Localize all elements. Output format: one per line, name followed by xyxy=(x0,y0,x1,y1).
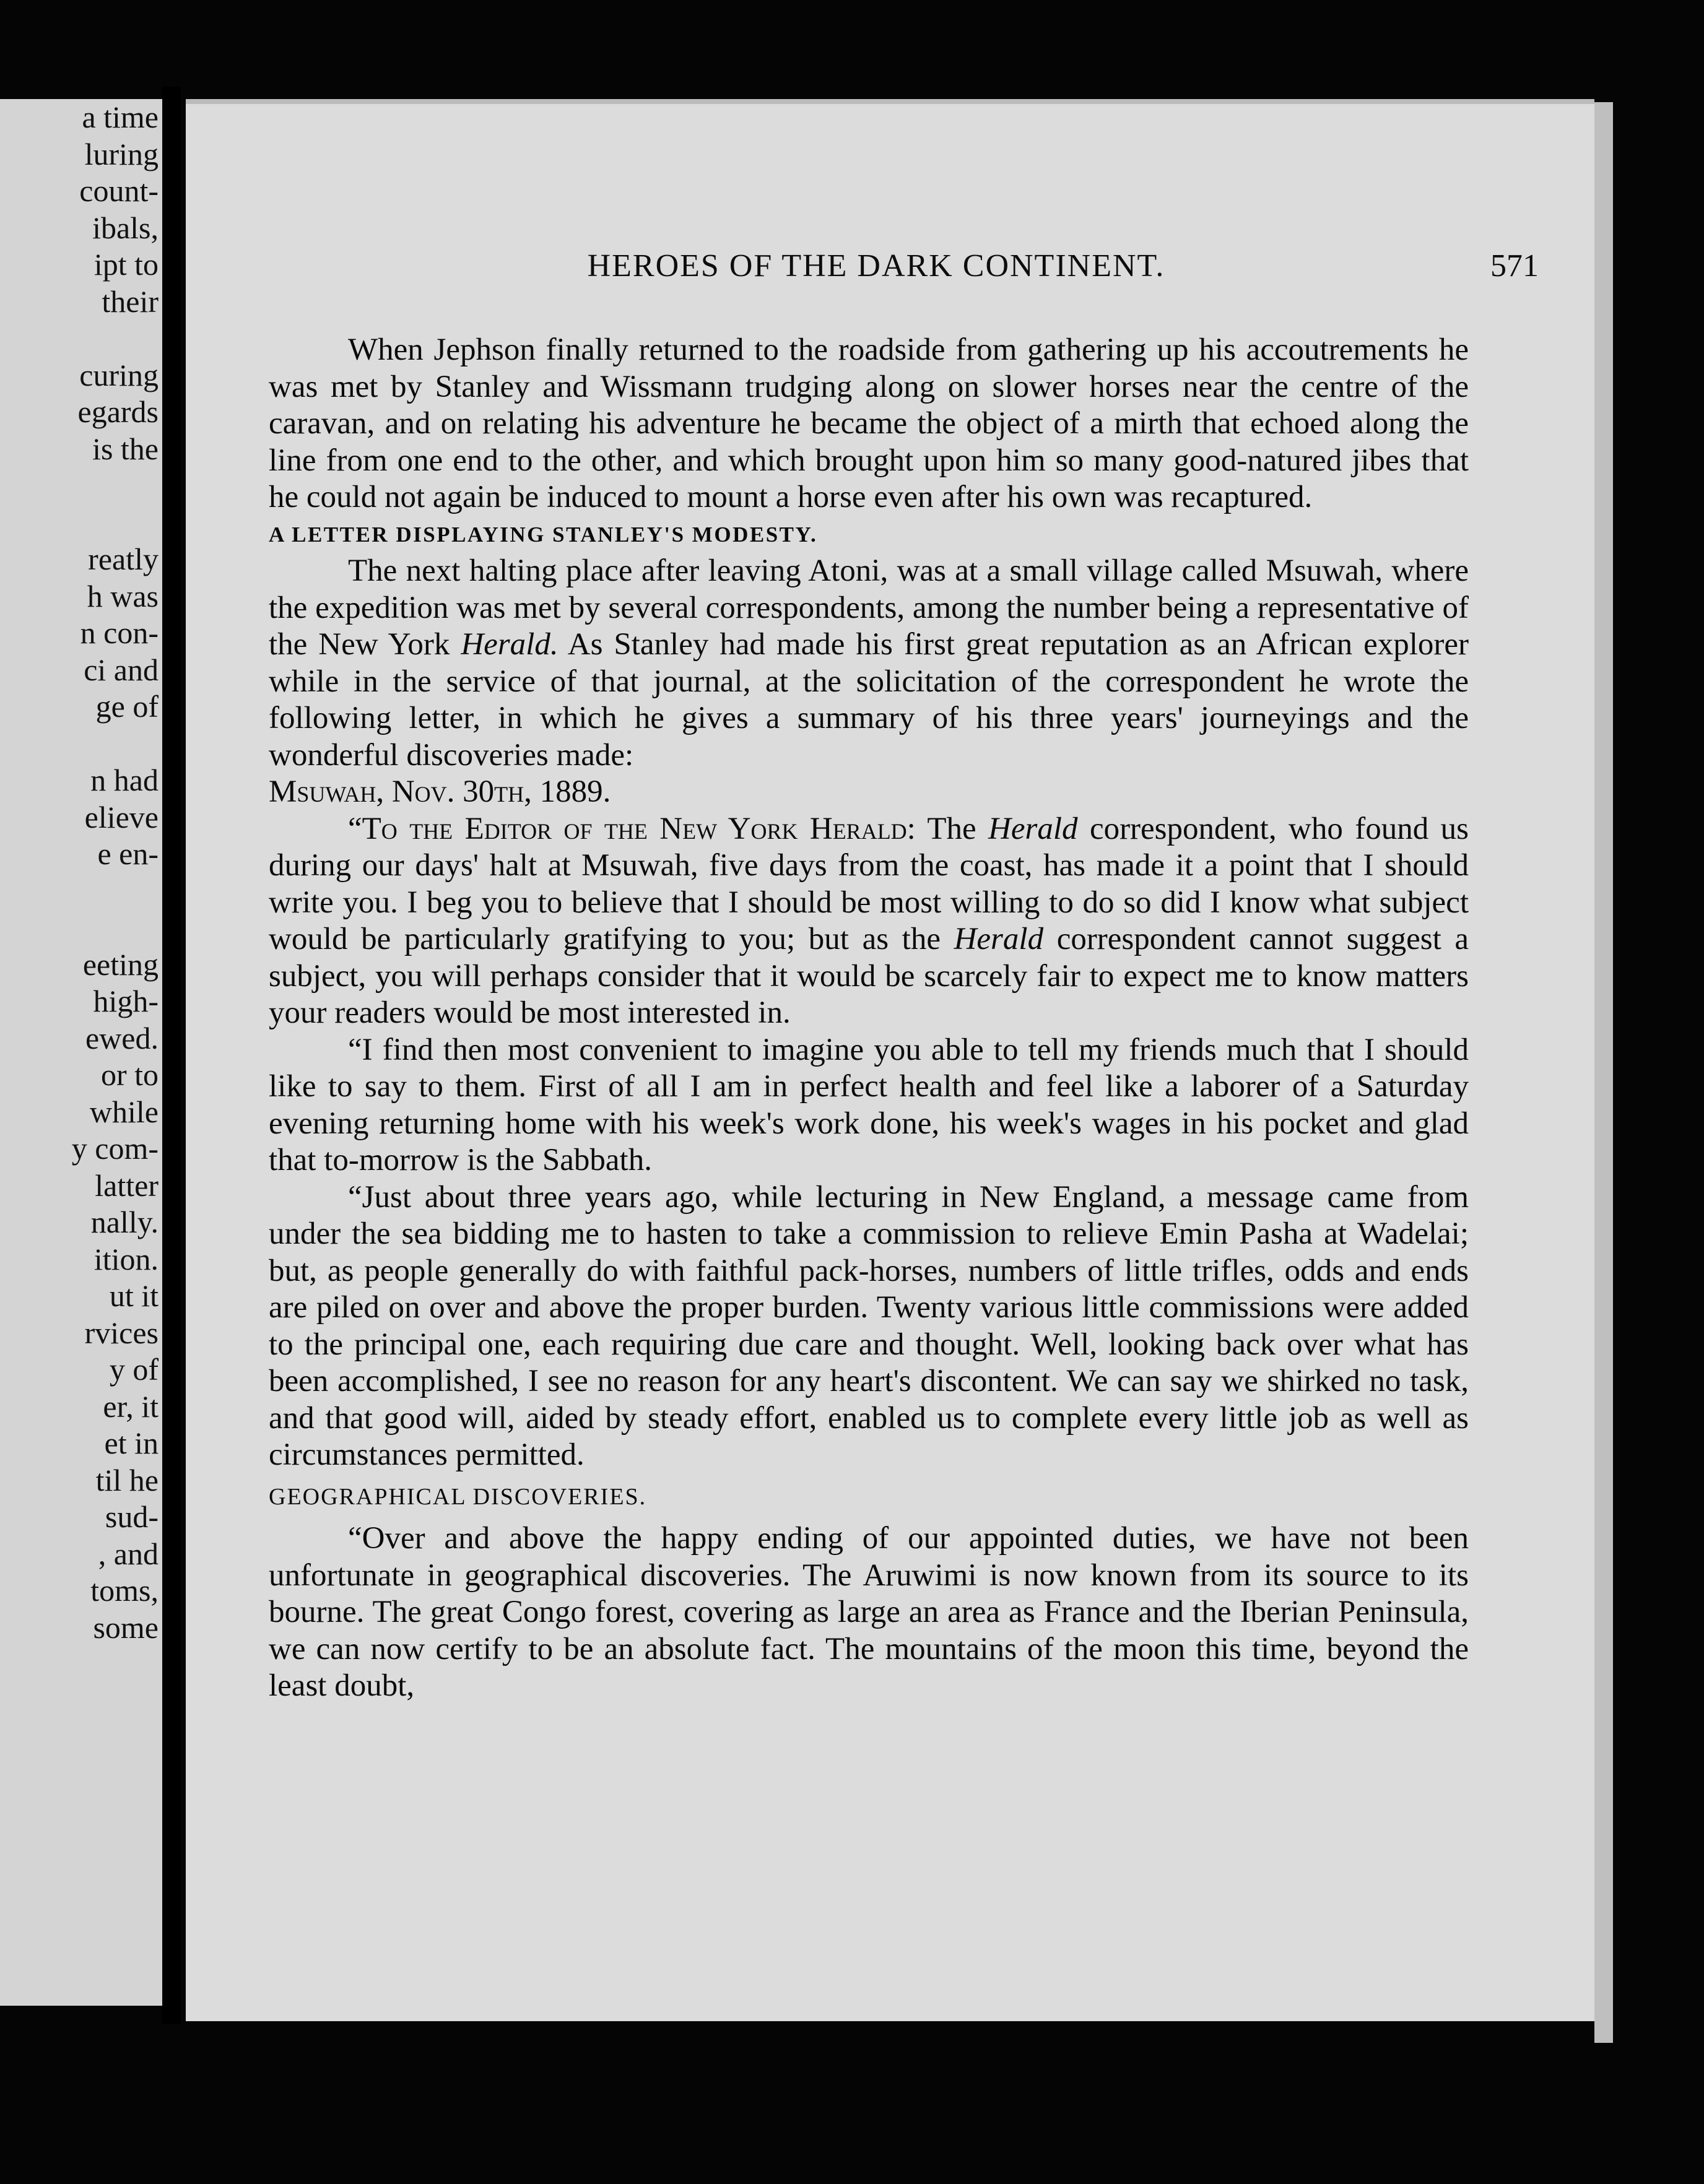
herald-italic: Herald xyxy=(988,811,1078,846)
paragraph-jephson: When Jephson finally returned to the roadside from gathering up his accoutrements he was met by Stanley and Wissmann trudging along on slower horses near the centre of the caravan, and on relating his adventure he became the object of a mirth that echoed along the line from one end to the other, and which brought upon him so many good-natured jibes that he could not again be induced to mount a horse even after his own was recaptured. xyxy=(269,332,1469,514)
facing-page-line: curing xyxy=(79,357,159,392)
facing-page-line: latter xyxy=(95,1168,159,1203)
letter-dateline: Msuwah, Nov. 30th, 1889. xyxy=(269,774,611,809)
facing-page-line: reatly xyxy=(88,542,159,576)
facing-page-line: some xyxy=(93,1610,159,1645)
book-page xyxy=(186,99,1594,2021)
body-text xyxy=(269,332,1469,1705)
facing-page-line: egards xyxy=(77,394,159,429)
facing-page-text xyxy=(0,99,162,1646)
facing-page-line: elieve xyxy=(84,799,159,834)
facing-page-line: ition. xyxy=(93,1241,159,1276)
facing-page-line: nally. xyxy=(90,1205,159,1239)
paragraph-text: As Stanley had made his first great reputation as an African explorer while in the service of that journal, at the solicitation of the correspondent he wrote the following letter, in which he gives a summary of his three years' journeyings and the wonderful discoveries made: xyxy=(269,627,1469,773)
facing-page-line xyxy=(0,467,162,505)
facing-page-line: ci and xyxy=(84,652,159,687)
page-edge xyxy=(1594,102,1613,2043)
facing-page-line: ewed. xyxy=(85,1020,159,1055)
facing-page-line xyxy=(0,873,162,910)
facing-page-line: or to xyxy=(100,1057,159,1092)
facing-page-line xyxy=(0,909,162,947)
facing-page-line: et in xyxy=(104,1426,159,1460)
salutation: “To the Editor of the New York Herald: xyxy=(348,811,916,846)
herald-italic: Herald. xyxy=(461,627,559,662)
paragraph-text: The next halting place after leaving Atoni, was at a small village called Msuwah, where the expedition was met by several correspondents, among the number being a representative of the New York xyxy=(269,553,1469,662)
facing-page-line: ipt to xyxy=(93,247,159,282)
facing-page-line: is the xyxy=(92,431,159,466)
facing-page-line: til he xyxy=(95,1462,159,1497)
paragraph-halting-place xyxy=(269,553,1469,774)
paragraph-three-years: “Just about three years ago, while lecturing in New England, a message came from under the sea bidding me to hasten to take a commission to relieve Emin Pasha at Wadelai; but, as people generally do with faithful pack-horses, numbers of little trifles, odds and ends are piled on over and above the proper burden. Twenty various little commissions were added to the principal one, each requiring due care and thought. Well, looking back over what has been accomplished, I see no reason for any heart's discontent. We can say we shirked no task, and that good will, aided by steady effort, enabled us to complete every little job as well as circumstances permitted. xyxy=(269,1179,1469,1472)
facing-page-line: ibals, xyxy=(92,210,159,245)
section-heading-geography: GEOGRAPHICAL DISCOVERIES. xyxy=(269,1483,647,1510)
facing-page-line: ut it xyxy=(109,1278,159,1313)
facing-page-line: luring xyxy=(84,136,159,171)
facing-page-line xyxy=(0,505,162,542)
facing-page-line: er, it xyxy=(103,1389,159,1424)
paragraph-text: correspondent cannot suggest a subject, you will perhaps consider that it would be scarcely fair to expect me to know matters your readers would be most interested in. xyxy=(269,922,1469,1030)
section-heading-letter: A LETTER DISPLAYING STANLEY'S MODESTY. xyxy=(269,522,818,547)
facing-page-line: eeting xyxy=(82,947,159,982)
facing-page-line: n had xyxy=(90,763,159,797)
facing-page-line: high- xyxy=(93,984,159,1018)
facing-page-line: y of xyxy=(109,1352,159,1387)
facing-page-line: , and xyxy=(98,1536,159,1571)
facing-page-line: rvices xyxy=(84,1315,159,1350)
facing-page-line: y com- xyxy=(71,1131,159,1166)
facing-page-line: sud- xyxy=(105,1499,159,1534)
running-title: HEROES OF THE DARK CONTINENT. xyxy=(587,248,1165,284)
facing-page-line: a time xyxy=(82,100,159,134)
facing-page-line: e en- xyxy=(97,836,159,871)
facing-page-line: n con- xyxy=(80,615,159,650)
facing-page-line xyxy=(0,726,162,763)
facing-page-line: while xyxy=(89,1094,159,1129)
paragraph-discoveries: “Over and above the happy ending of our appointed duties, we have not been unfortunate in geographical discoveries. The Aruwimi is now known from its source to its bourne. The great Congo forest, covering as large an area as France and the Iberian Peninsula, we can now certify to be an absolute fact. The mountains of the moon this time, beyond the least doubt, xyxy=(269,1521,1469,1703)
facing-page-line: ge of xyxy=(95,689,159,724)
paragraph-friends: “I find then most convenient to imagine you able to tell my friends much that I should like to say to them. First of all I am in perfect health and feel like a laborer of a Saturday evening returning home with his week's work done, his week's wages in his pocket and glad that to-morrow is the Sabbath. xyxy=(269,1032,1469,1177)
page-number: 571 xyxy=(1490,248,1539,284)
paragraph-salutation xyxy=(269,811,1469,1032)
page-header xyxy=(186,248,1594,291)
facing-page-line: toms, xyxy=(90,1573,159,1608)
facing-page-line: count- xyxy=(79,173,159,208)
herald-italic: Herald xyxy=(954,922,1044,956)
facing-page-line: h was xyxy=(87,578,159,613)
facing-page-line: their xyxy=(102,284,159,319)
facing-page xyxy=(0,99,162,2006)
paragraph-text: The xyxy=(915,811,989,846)
facing-page-line xyxy=(0,320,162,357)
paragraph-text: correspondent, who found us during our days' halt at Msuwah, five days from the coast, has made it a point that I should write you. I beg you to believe that I should be most willing to do so did I know what subject would be particularly gratifying to you; but as the xyxy=(269,811,1469,956)
book-gutter xyxy=(162,87,181,2024)
